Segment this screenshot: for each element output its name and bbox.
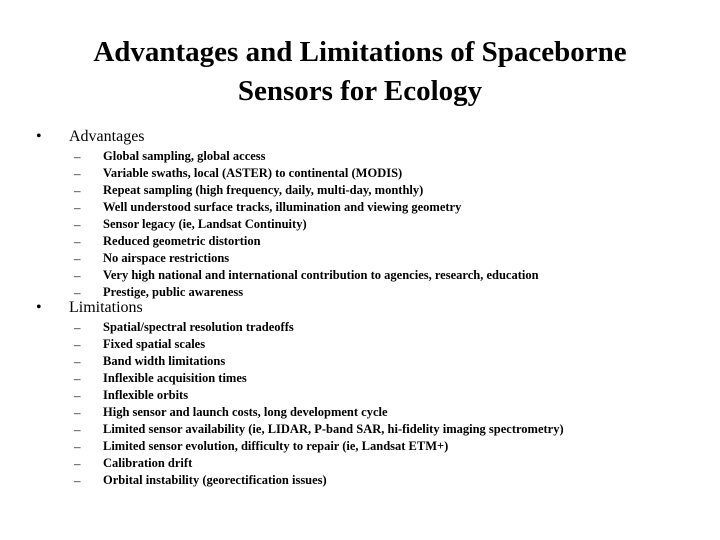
list-item-text: Global sampling, global access <box>103 149 266 163</box>
list-item <box>0 353 720 370</box>
list-item <box>0 267 720 284</box>
list-item <box>0 387 720 404</box>
limitations-heading <box>0 297 720 319</box>
list-item-text: Repeat sampling (high frequency, daily, multi-day, monthly) <box>103 183 424 197</box>
list-item-text: Fixed spatial scales <box>103 337 206 351</box>
list-item <box>0 182 720 199</box>
list-item <box>0 404 720 421</box>
advantages-section <box>0 126 720 301</box>
title-line-2: Sensors for Ecology <box>237 75 483 107</box>
title-line-1: Advantages and Limitations of Spaceborne <box>93 36 627 68</box>
dash-icon: – <box>74 388 81 403</box>
dash-icon: – <box>74 371 81 386</box>
dash-icon: – <box>74 337 81 352</box>
dash-icon: – <box>74 200 81 215</box>
limitations-list <box>0 319 720 489</box>
dash-icon: – <box>74 285 81 300</box>
dash-icon: – <box>74 439 81 454</box>
list-item-text: Inflexible orbits <box>103 388 189 402</box>
list-item-text: High sensor and launch costs, long development cycle <box>103 405 388 419</box>
list-item <box>0 148 720 165</box>
dash-icon: – <box>74 320 81 335</box>
list-item-text: Limited sensor availability (ie, LIDAR, P-band SAR, hi-fidelity imaging spectrometry) <box>103 422 564 436</box>
dash-icon: – <box>74 473 81 488</box>
dash-icon: – <box>74 149 81 164</box>
list-item <box>0 199 720 216</box>
list-item <box>0 438 720 455</box>
dash-icon: – <box>74 422 81 437</box>
list-item <box>0 370 720 387</box>
list-item-text: Very high national and international contribution to agencies, research, education <box>103 268 539 282</box>
list-item-text: Limited sensor evolution, difficulty to repair (ie, Landsat ETM+) <box>103 439 449 453</box>
dash-icon: – <box>74 183 81 198</box>
limitations-section <box>0 297 720 489</box>
dash-icon: – <box>74 251 81 266</box>
list-item <box>0 250 720 267</box>
list-item-text: Sensor legacy (ie, Landsat Continuity) <box>103 217 307 231</box>
list-item <box>0 472 720 489</box>
list-item <box>0 455 720 472</box>
list-item <box>0 336 720 353</box>
list-item-text: Band width limitations <box>103 354 226 368</box>
dash-icon: – <box>74 405 81 420</box>
list-item-text: Orbital instability (georectification issues) <box>103 473 327 487</box>
advantages-list <box>0 148 720 301</box>
list-item-text: Prestige, public awareness <box>103 285 244 299</box>
list-item <box>0 216 720 233</box>
limitations-label: Limitations <box>69 299 143 316</box>
list-item-text: Spatial/spectral resolution tradeoffs <box>103 320 294 334</box>
list-item-text: Calibration drift <box>103 456 193 470</box>
list-item-text: No airspace restrictions <box>103 251 230 265</box>
bullet-icon: • <box>36 299 42 316</box>
dash-icon: – <box>74 456 81 471</box>
list-item-text: Inflexible acquisition times <box>103 371 247 385</box>
dash-icon: – <box>74 234 81 249</box>
bullet-icon: • <box>36 128 42 145</box>
dash-icon: – <box>74 217 81 232</box>
slide-title <box>40 33 680 111</box>
dash-icon: – <box>74 268 81 283</box>
advantages-label: Advantages <box>69 128 145 145</box>
advantages-heading <box>0 126 720 148</box>
list-item <box>0 421 720 438</box>
list-item-text: Variable swaths, local (ASTER) to continental (MODIS) <box>103 166 403 180</box>
list-item <box>0 165 720 182</box>
list-item-text: Well understood surface tracks, illumination and viewing geometry <box>103 200 462 214</box>
dash-icon: – <box>74 166 81 181</box>
list-item <box>0 319 720 336</box>
list-item <box>0 233 720 250</box>
list-item-text: Reduced geometric distortion <box>103 234 261 248</box>
dash-icon: – <box>74 354 81 369</box>
